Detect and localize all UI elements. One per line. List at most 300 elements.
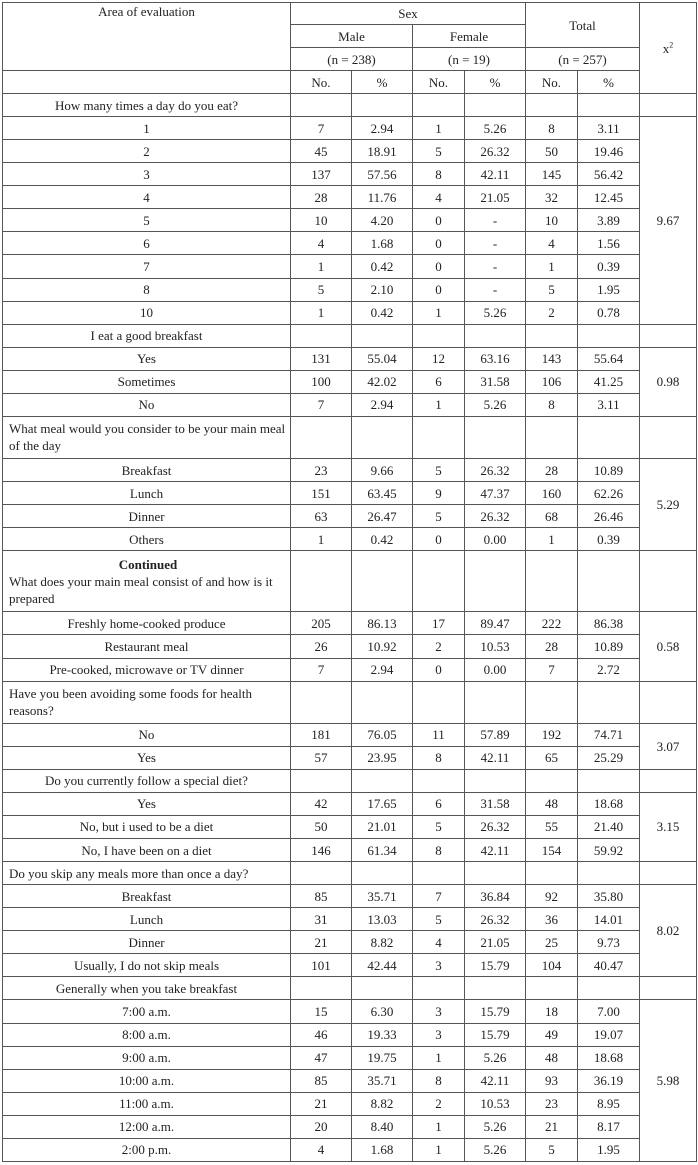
table-row — [3, 505, 697, 528]
table-row — [3, 209, 697, 232]
cell-f-no: 1 — [413, 393, 465, 416]
answer-label: Dinner — [3, 505, 291, 528]
answer-label: Lunch — [3, 908, 291, 931]
cell-m-pct: 35.71 — [352, 1069, 413, 1092]
cell-f-no: 3 — [413, 1000, 465, 1023]
table-row — [3, 1000, 697, 1023]
empty-cell — [413, 681, 465, 723]
empty-cell — [413, 551, 465, 612]
cell-f-pct: 57.89 — [465, 723, 526, 746]
cell-t-pct: 1.56 — [578, 232, 640, 255]
cell-t-pct: 0.39 — [578, 528, 640, 551]
answer-label: 11:00 a.m. — [3, 1092, 291, 1115]
table-row — [3, 612, 697, 635]
table-row — [3, 301, 697, 324]
answer-label: Restaurant meal — [3, 635, 291, 658]
cell-t-no: 106 — [526, 370, 578, 393]
cell-t-pct: 25.29 — [578, 746, 640, 769]
cell-m-pct: 8.82 — [352, 931, 413, 954]
cell-f-no: 0 — [413, 255, 465, 278]
cell-m-pct: 6.30 — [352, 1000, 413, 1023]
cell-f-pct: 5.26 — [465, 301, 526, 324]
answer-label: Breakfast — [3, 885, 291, 908]
cell-f-pct: 26.32 — [465, 815, 526, 838]
answer-label: No, I have been on a diet — [3, 839, 291, 862]
cell-f-pct: 26.32 — [465, 908, 526, 931]
cell-f-no: 1 — [413, 301, 465, 324]
answer-label: 8 — [3, 278, 291, 301]
cell-m-pct: 2.94 — [352, 393, 413, 416]
cell-t-pct: 3.89 — [578, 209, 640, 232]
answer-label: 3 — [3, 163, 291, 186]
answer-label: 10 — [3, 301, 291, 324]
empty-cell — [640, 94, 697, 117]
cell-t-pct: 86.38 — [578, 612, 640, 635]
cell-m-no: 28 — [291, 186, 352, 209]
empty-cell — [352, 862, 413, 885]
empty-cell — [352, 769, 413, 792]
empty-cell — [291, 681, 352, 723]
cell-t-pct: 9.73 — [578, 931, 640, 954]
cell-t-no: 1 — [526, 255, 578, 278]
question-row — [3, 94, 697, 117]
cell-m-pct: 18.91 — [352, 140, 413, 163]
cell-f-pct: 15.79 — [465, 954, 526, 977]
cell-m-pct: 86.13 — [352, 612, 413, 635]
chi-label: x — [662, 40, 670, 56]
table-row — [3, 658, 697, 681]
cell-t-pct: 3.11 — [578, 393, 640, 416]
cell-f-no: 17 — [413, 612, 465, 635]
cell-t-pct: 59.92 — [578, 839, 640, 862]
cell-f-pct: 10.53 — [465, 635, 526, 658]
cell-t-pct: 0.39 — [578, 255, 640, 278]
cell-t-no: 55 — [526, 815, 578, 838]
cell-f-pct: 42.11 — [465, 746, 526, 769]
answer-label: 1 — [3, 117, 291, 140]
cell-t-no: 1 — [526, 528, 578, 551]
cell-f-no: 1 — [413, 1115, 465, 1138]
table-row — [3, 954, 697, 977]
cell-f-no: 1 — [413, 1138, 465, 1161]
cell-m-pct: 1.68 — [352, 1138, 413, 1161]
table-row — [3, 746, 697, 769]
answer-label: 6 — [3, 232, 291, 255]
cell-m-pct: 9.66 — [352, 458, 413, 481]
cell-t-pct: 12.45 — [578, 186, 640, 209]
cell-t-no: 4 — [526, 232, 578, 255]
cell-m-pct: 42.02 — [352, 370, 413, 393]
cell-m-no: 146 — [291, 839, 352, 862]
cell-m-pct: 11.76 — [352, 186, 413, 209]
answer-label: 9:00 a.m. — [3, 1046, 291, 1069]
empty-cell — [640, 416, 697, 458]
table-row — [3, 370, 697, 393]
answer-label: 10:00 a.m. — [3, 1069, 291, 1092]
empty-cell — [465, 324, 526, 347]
answer-label: 2:00 p.m. — [3, 1138, 291, 1161]
cell-f-no: 5 — [413, 908, 465, 931]
cell-t-no: 104 — [526, 954, 578, 977]
chi-square-value: 0.58 — [640, 612, 697, 681]
cell-f-no: 0 — [413, 658, 465, 681]
cell-m-pct: 42.44 — [352, 954, 413, 977]
empty-cell — [291, 324, 352, 347]
empty-cell — [640, 977, 697, 1000]
cell-f-no: 4 — [413, 186, 465, 209]
cell-m-pct: 17.65 — [352, 792, 413, 815]
question-text: Generally when you take breakfast — [55, 980, 238, 996]
cell-m-pct: 2.10 — [352, 278, 413, 301]
cell-m-no: 4 — [291, 232, 352, 255]
cell-m-pct: 1.68 — [352, 232, 413, 255]
cell-f-pct: 5.26 — [465, 1115, 526, 1138]
answer-label: No — [3, 393, 291, 416]
cell-m-no: 1 — [291, 528, 352, 551]
question-label — [3, 324, 291, 347]
cell-t-pct: 40.47 — [578, 954, 640, 977]
empty-cell — [640, 551, 697, 612]
empty-cell — [526, 551, 578, 612]
empty-cell — [578, 94, 640, 117]
table-row — [3, 117, 697, 140]
question-label — [3, 94, 291, 117]
cell-f-pct: 5.26 — [465, 393, 526, 416]
cell-t-no: 36 — [526, 908, 578, 931]
cell-m-no: 21 — [291, 1092, 352, 1115]
cell-f-pct: - — [465, 232, 526, 255]
answer-label: No — [3, 723, 291, 746]
cell-m-no: 42 — [291, 792, 352, 815]
cell-t-no: 5 — [526, 278, 578, 301]
cell-t-pct: 10.89 — [578, 635, 640, 658]
cell-f-pct: 26.32 — [465, 458, 526, 481]
cell-t-pct: 7.00 — [578, 1000, 640, 1023]
cell-f-no: 6 — [413, 370, 465, 393]
question-row — [3, 769, 697, 792]
cell-f-pct: 21.05 — [465, 186, 526, 209]
empty-cell — [413, 324, 465, 347]
empty-cell — [640, 769, 697, 792]
question-text: Do you skip any meals more than once a day? — [9, 865, 249, 881]
empty-cell — [526, 94, 578, 117]
cell-m-no: 50 — [291, 815, 352, 838]
cell-m-pct: 57.56 — [352, 163, 413, 186]
answer-label: Yes — [3, 792, 291, 815]
empty-cell — [640, 324, 697, 347]
cell-m-pct: 55.04 — [352, 347, 413, 370]
cell-t-no: 18 — [526, 1000, 578, 1023]
table-row — [3, 635, 697, 658]
cell-t-pct: 41.25 — [578, 370, 640, 393]
table-row — [3, 1046, 697, 1069]
chi-superscript: 2 — [669, 40, 674, 50]
table-row — [3, 278, 697, 301]
header-blank — [3, 71, 291, 94]
empty-cell — [578, 324, 640, 347]
cell-m-no: 10 — [291, 209, 352, 232]
chi-square-value: 0.98 — [640, 347, 697, 416]
header-female-pct: % — [465, 71, 526, 94]
question-text: What does your main meal consist of and how is it prepared — [9, 573, 273, 606]
table-row — [3, 393, 697, 416]
empty-cell — [526, 681, 578, 723]
header-female: Female — [413, 25, 526, 48]
table-row — [3, 186, 697, 209]
empty-cell — [291, 977, 352, 1000]
cell-m-no: 23 — [291, 458, 352, 481]
cell-m-no: 45 — [291, 140, 352, 163]
empty-cell — [578, 416, 640, 458]
empty-cell — [465, 862, 526, 885]
cell-f-no: 1 — [413, 1046, 465, 1069]
cell-m-no: 7 — [291, 117, 352, 140]
evaluation-table — [2, 2, 697, 1162]
empty-cell — [413, 862, 465, 885]
table-row — [3, 1092, 697, 1115]
empty-cell — [413, 769, 465, 792]
cell-f-pct: 5.26 — [465, 1046, 526, 1069]
question-text: Have you been avoiding some foods for health reasons? — [9, 686, 252, 719]
cell-m-no: 7 — [291, 393, 352, 416]
cell-t-pct: 0.78 — [578, 301, 640, 324]
empty-cell — [640, 862, 697, 885]
table-row — [3, 1115, 697, 1138]
cell-m-no: 151 — [291, 482, 352, 505]
cell-t-no: 49 — [526, 1023, 578, 1046]
chi-square-value: 5.29 — [640, 458, 697, 550]
cell-m-no: 5 — [291, 278, 352, 301]
cell-m-pct: 2.94 — [352, 658, 413, 681]
empty-cell — [352, 324, 413, 347]
question-row — [3, 551, 697, 612]
cell-m-no: 181 — [291, 723, 352, 746]
cell-m-pct: 2.94 — [352, 117, 413, 140]
cell-f-no: 5 — [413, 505, 465, 528]
cell-m-no: 21 — [291, 931, 352, 954]
header-male-n: (n = 238) — [291, 48, 413, 71]
cell-t-no: 93 — [526, 1069, 578, 1092]
cell-t-no: 48 — [526, 1046, 578, 1069]
cell-f-no: 0 — [413, 278, 465, 301]
cell-t-pct: 62.26 — [578, 482, 640, 505]
question-row — [3, 416, 697, 458]
question-label — [3, 977, 291, 1000]
empty-cell — [352, 94, 413, 117]
cell-t-pct: 36.19 — [578, 1069, 640, 1092]
question-row — [3, 862, 697, 885]
cell-f-no: 11 — [413, 723, 465, 746]
table-row — [3, 1069, 697, 1092]
answer-label: 4 — [3, 186, 291, 209]
header-female-n: (n = 19) — [413, 48, 526, 71]
cell-t-pct: 18.68 — [578, 1046, 640, 1069]
cell-m-pct: 8.82 — [352, 1092, 413, 1115]
cell-m-no: 1 — [291, 255, 352, 278]
question-text: Do you currently follow a special diet? — [45, 773, 248, 789]
cell-t-pct: 1.95 — [578, 278, 640, 301]
cell-t-no: 160 — [526, 482, 578, 505]
empty-cell — [291, 94, 352, 117]
header-sex: Sex — [291, 3, 526, 25]
table-row — [3, 908, 697, 931]
cell-t-pct: 14.01 — [578, 908, 640, 931]
cell-f-no: 8 — [413, 746, 465, 769]
empty-cell — [578, 551, 640, 612]
cell-t-pct: 18.68 — [578, 792, 640, 815]
cell-m-no: 26 — [291, 635, 352, 658]
cell-f-pct: 42.11 — [465, 163, 526, 186]
cell-t-pct: 19.46 — [578, 140, 640, 163]
cell-m-no: 100 — [291, 370, 352, 393]
header-male: Male — [291, 25, 413, 48]
cell-m-pct: 0.42 — [352, 301, 413, 324]
cell-t-no: 92 — [526, 885, 578, 908]
table-row — [3, 255, 697, 278]
header-female-no: No. — [413, 71, 465, 94]
cell-m-pct: 63.45 — [352, 482, 413, 505]
answer-label: Sometimes — [3, 370, 291, 393]
empty-cell — [352, 416, 413, 458]
cell-t-no: 8 — [526, 117, 578, 140]
table-row — [3, 1023, 697, 1046]
header-row — [3, 3, 697, 25]
empty-cell — [526, 977, 578, 1000]
answer-label: 8:00 a.m. — [3, 1023, 291, 1046]
header-male-pct: % — [352, 71, 413, 94]
continued-label: Continued — [118, 556, 178, 572]
empty-cell — [465, 551, 526, 612]
cell-m-pct: 4.20 — [352, 209, 413, 232]
cell-t-no: 145 — [526, 163, 578, 186]
cell-t-no: 8 — [526, 393, 578, 416]
table-row — [3, 792, 697, 815]
empty-cell — [465, 681, 526, 723]
cell-f-pct: 26.32 — [465, 140, 526, 163]
table-row — [3, 1138, 697, 1161]
cell-m-no: 63 — [291, 505, 352, 528]
header-male-no: No. — [291, 71, 352, 94]
cell-m-no: 85 — [291, 1069, 352, 1092]
cell-t-no: 2 — [526, 301, 578, 324]
empty-cell — [291, 551, 352, 612]
empty-cell — [578, 769, 640, 792]
cell-f-pct: 0.00 — [465, 528, 526, 551]
cell-f-pct: 63.16 — [465, 347, 526, 370]
header-total: Total — [526, 3, 640, 48]
cell-f-no: 8 — [413, 1069, 465, 1092]
cell-f-pct: 31.58 — [465, 792, 526, 815]
table-row — [3, 163, 697, 186]
cell-f-pct: 42.11 — [465, 1069, 526, 1092]
cell-f-no: 0 — [413, 528, 465, 551]
header-total-pct: % — [578, 71, 640, 94]
cell-m-no: 15 — [291, 1000, 352, 1023]
answer-label: Breakfast — [3, 458, 291, 481]
cell-m-pct: 10.92 — [352, 635, 413, 658]
question-label — [3, 769, 291, 792]
answer-label: Yes — [3, 746, 291, 769]
cell-t-pct: 55.64 — [578, 347, 640, 370]
question-row — [3, 977, 697, 1000]
empty-cell — [465, 94, 526, 117]
header-total-n: (n = 257) — [526, 48, 640, 71]
answer-label: 5 — [3, 209, 291, 232]
cell-m-no: 131 — [291, 347, 352, 370]
table-row — [3, 232, 697, 255]
answer-label: Others — [3, 528, 291, 551]
cell-t-no: 28 — [526, 635, 578, 658]
question-label — [3, 862, 291, 885]
question-row — [3, 681, 697, 723]
answer-label: Lunch — [3, 482, 291, 505]
cell-f-no: 12 — [413, 347, 465, 370]
empty-cell — [413, 416, 465, 458]
table-row — [3, 723, 697, 746]
cell-m-pct: 19.33 — [352, 1023, 413, 1046]
cell-m-pct: 0.42 — [352, 255, 413, 278]
table-body — [3, 94, 697, 1162]
cell-t-no: 5 — [526, 1138, 578, 1161]
cell-t-no: 23 — [526, 1092, 578, 1115]
header-chi-square — [640, 3, 697, 94]
answer-label: 12:00 a.m. — [3, 1115, 291, 1138]
cell-f-pct: 26.32 — [465, 505, 526, 528]
cell-m-pct: 35.71 — [352, 885, 413, 908]
empty-cell — [526, 324, 578, 347]
cell-m-no: 101 — [291, 954, 352, 977]
cell-t-pct: 26.46 — [578, 505, 640, 528]
cell-f-pct: - — [465, 255, 526, 278]
cell-m-pct: 8.40 — [352, 1115, 413, 1138]
answer-label: Usually, I do not skip meals — [3, 954, 291, 977]
table-row — [3, 815, 697, 838]
cell-t-no: 48 — [526, 792, 578, 815]
cell-t-pct: 35.80 — [578, 885, 640, 908]
cell-f-no: 6 — [413, 792, 465, 815]
answer-label: Freshly home-cooked produce — [3, 612, 291, 635]
cell-t-no: 143 — [526, 347, 578, 370]
cell-t-no: 7 — [526, 658, 578, 681]
cell-m-no: 47 — [291, 1046, 352, 1069]
cell-t-no: 50 — [526, 140, 578, 163]
cell-f-no: 2 — [413, 635, 465, 658]
question-text: How many times a day do you eat? — [54, 97, 239, 113]
question-label — [3, 551, 291, 612]
header-area: Area of evaluation — [3, 3, 291, 71]
question-text: What meal would you consider to be your main meal of the day — [9, 421, 286, 454]
cell-t-no: 192 — [526, 723, 578, 746]
cell-f-no: 1 — [413, 117, 465, 140]
answer-label: Pre-cooked, microwave or TV dinner — [3, 658, 291, 681]
empty-cell — [413, 94, 465, 117]
cell-t-no: 21 — [526, 1115, 578, 1138]
table-row — [3, 839, 697, 862]
cell-m-pct: 21.01 — [352, 815, 413, 838]
empty-cell — [640, 681, 697, 723]
cell-f-pct: 10.53 — [465, 1092, 526, 1115]
empty-cell — [465, 769, 526, 792]
cell-f-pct: 42.11 — [465, 839, 526, 862]
cell-m-pct: 13.03 — [352, 908, 413, 931]
empty-cell — [352, 551, 413, 612]
cell-t-pct: 8.17 — [578, 1115, 640, 1138]
answer-label: 2 — [3, 140, 291, 163]
cell-f-no: 9 — [413, 482, 465, 505]
cell-f-pct: 0.00 — [465, 658, 526, 681]
empty-cell — [526, 769, 578, 792]
cell-m-pct: 23.95 — [352, 746, 413, 769]
